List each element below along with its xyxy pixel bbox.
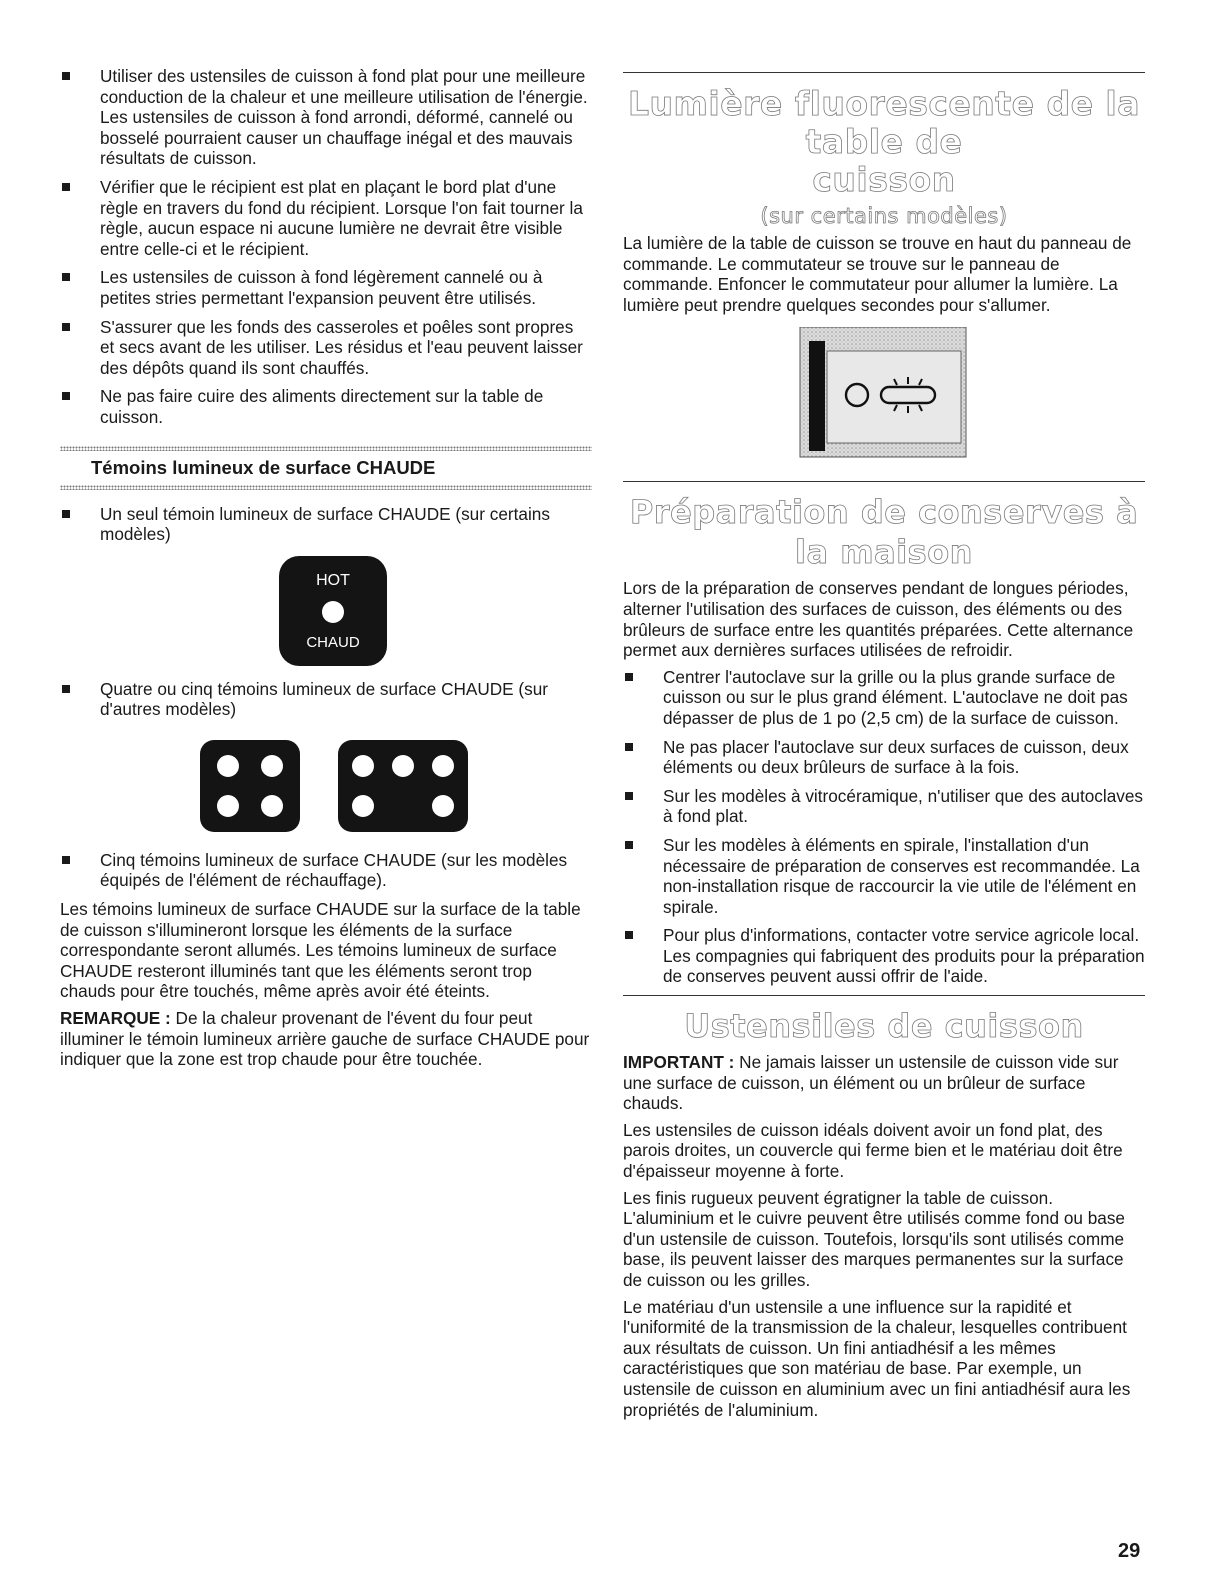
indicator-light-icon [261,795,283,817]
note-paragraph [60,1008,592,1070]
hot-indicator-graphic [60,553,592,673]
cookware-tips-list [60,66,592,428]
bullet-icon [62,392,70,400]
bullet-icon [625,931,633,939]
left-column [60,66,592,1070]
bullet-icon [62,510,70,518]
list-item-text: Un seul témoin lumineux de surface CHAUDE (sur certains modèles) [100,503,550,545]
indicator-list [60,504,592,545]
indicator-light-icon [352,755,374,777]
body-paragraph: Le matériau d'un ustensile a une influence sur la rapidité et l'uniformité de la transmission de la chaleur, lesquelles contribuent aux résultats de cuisson. Un fini antiadhésif a les mêmes caractéristiques que son matériau de base. Par exemple, un ustensile de cuisson en aluminium avec un fini antiadhésif aura les propriétés de l'aluminium. [623,1296,1131,1420]
important-text: Ne jamais laisser un ustensile de cuisson vide sur une surface de cuisson, un élément ou un brûleur de surface chauds. [623,1052,1119,1114]
bullet-icon [62,685,70,693]
list-item [623,925,1145,987]
list-item-text: Utiliser des ustensiles de cuisson à fond plat pour une meilleure conduction de la chaleur et une meilleure utilisation de l'énergie. Les ustensiles de cuisson à fond arrondi, déformé, cannelé ou bosselé pourraient causer un chauffage inégal et des mauvais résultats de cuisson. [100,66,588,169]
note-label: REMARQUE : [60,1008,171,1029]
body-paragraph: Les témoins lumineux de surface CHAUDE sur la surface de la table de cuisson s'illumineront lorsque les éléments de la surface correspondante seront allumés. Les témoins lumineux de surface CHAUDE resteront illuminés tant que les éléments seront trop chauds pour être touchés, même après avoir été éteints. [60,899,581,1002]
light-switch-figure [623,327,1145,467]
bullet-icon [625,792,633,800]
list-item-text: Les ustensiles de cuisson à fond légèrement cannelé ou à petites stries permettant l'expansion peuvent être utilisés. [100,267,543,308]
indicator-light-icon [392,755,414,777]
important-paragraph [623,1052,1145,1114]
list-item [60,317,592,379]
body-paragraph: Les finis rugueux peuvent égratigner la table de cuisson. L'aluminium et le cuivre peuvent être utilisés comme fond ou base d'un ustensile de cuisson. Toutefois, lorsqu'ils sont utilisés comme base, ils peuvent laisser des marques permanentes sur la surface de cuisson ou les grilles. [623,1187,1125,1290]
multi-indicator-graphic [60,728,592,840]
list-item-text: Sur les modèles à éléments en spirale, l'installation d'un nécessaire de préparation de conserves est recommandée. La non-installation risque de raccourcir la vie utile de l'élément en spirale. [663,834,1140,917]
fluorescent-light-subtitle: (sur certains modèles) [760,204,1008,228]
list-item-text: Ne pas placer l'autoclave sur deux surfaces de cuisson, deux éléments ou deux brûleurs de surface à la fois. [663,736,1129,778]
indicator-light-icon [217,795,239,817]
title-line: cuisson [812,160,956,199]
list-item [60,66,592,169]
list-item [623,786,1145,827]
list-item [60,177,592,259]
list-item [60,679,592,720]
page-number: 29 [1118,1540,1141,1562]
multi-indicator-figure [60,728,592,840]
chaud-label: CHAUD [306,633,360,651]
indicator-light-icon [217,755,239,777]
section-divider [623,995,1145,996]
list-item-text: Ne pas faire cuire des aliments directement sur la table de cuisson. [100,386,544,427]
list-item-text: Pour plus d'informations, contacter votre service agricole local. Les compagnies qui fabriquent des produits pour la préparation de conserves peuvent aussi offrir de l'aide. [663,925,1145,987]
canning-list [623,667,1145,987]
five-indicator-plate [338,740,468,832]
indicator-light-icon [352,795,374,817]
light-switch-graphic [623,327,1145,467]
section-divider [60,485,592,490]
section-divider [623,72,1145,73]
bullet-icon [625,841,633,849]
cookware-title: Ustensiles de cuisson [684,1007,1084,1046]
panel-edge [809,341,825,451]
list-item [623,835,1145,917]
list-item-text: Cinq témoins lumineux de surface CHAUDE (sur les modèles équipés de l'élément de réchauffage). [100,849,568,891]
list-item-text: Vérifier que le récipient est plat en plaçant le bord plat d'une règle en travers du fond du récipient. Lorsque l'on fait tourner la règle, aucun espace ni aucune lumière ne devrait être visible entre celle-ci et le récipient. [100,176,583,259]
section-heading: Témoins lumineux de surface CHAUDE [91,456,436,478]
bullet-icon [62,856,70,864]
list-item-text: Quatre ou cinq témoins lumineux de surface CHAUDE (sur d'autres modèles) [100,678,549,720]
indicator-list [60,850,592,891]
body-paragraph: Lors de la préparation de conserves pendant de longues périodes, alterner l'utilisation des surfaces de cuisson, des éléments ou des brûleurs de surface entre les quantités préparées. Cette alternance permet aux dernières surfaces utilisées de refroidir. [623,578,1134,661]
hot-label: HOT [316,571,350,589]
section-divider [623,481,1145,482]
bullet-icon [62,72,70,80]
indicator-light-icon [432,755,454,777]
body-paragraph: Les ustensiles de cuisson idéals doivent avoir un fond plat, des parois droites, un couvercle qui ferme bien et le matériau doit être d'épaisseur moyenne à forte. [623,1119,1123,1182]
bullet-icon [625,673,633,681]
right-column [623,66,1145,1420]
bullet-icon [62,183,70,191]
four-indicator-plate [200,740,300,832]
list-item-text: Centrer l'autoclave sur la grille ou la plus grande surface de cuisson ou sur le plus grand élément. L'autoclave ne doit pas dépasser de plus de 1 po (2,5 cm) de la surface de cuisson. [663,666,1128,728]
bullet-icon [625,743,633,751]
list-item [623,737,1145,778]
indicator-light-icon [432,795,454,817]
list-item-text: S'assurer que les fonds des casseroles et poêles sont propres et secs avant de les utiliser. Les résidus et l'eau peuvent laisser des dépôts quand ils sont chauffés. [100,316,583,378]
note-text: De la chaleur provenant de l'évent du four peut illuminer le témoin lumineux arrière gauche de surface CHAUDE pour indiquer que la zone est trop chaude pour être touchée. [60,1008,590,1070]
canning-title: Préparation de conserves à la maison [629,493,1139,572]
bullet-icon [62,323,70,331]
indicator-light-icon [322,601,344,623]
fluorescent-light-title [623,85,1145,199]
body-paragraph: La lumière de la table de cuisson se trouve en haut du panneau de commande. Le commutateur se trouve sur le panneau de commande. Enfoncer le commutateur pour allumer la lumière. La lumière peut prendre quelques secondes pour s'allumer. [623,233,1132,315]
bullet-icon [62,273,70,281]
list-item [60,850,592,891]
list-item [623,667,1145,729]
list-item [60,504,592,545]
title-line: Lumière fluorescente de la table de [627,84,1141,161]
single-indicator-figure [60,553,592,673]
list-item-text: Sur les modèles à vitrocéramique, n'utiliser que des autoclaves à fond plat. [663,785,1143,827]
list-item [60,267,592,308]
indicator-list [60,679,592,720]
indicator-light-icon [261,755,283,777]
list-item [60,386,592,427]
important-label: IMPORTANT : [623,1052,735,1073]
